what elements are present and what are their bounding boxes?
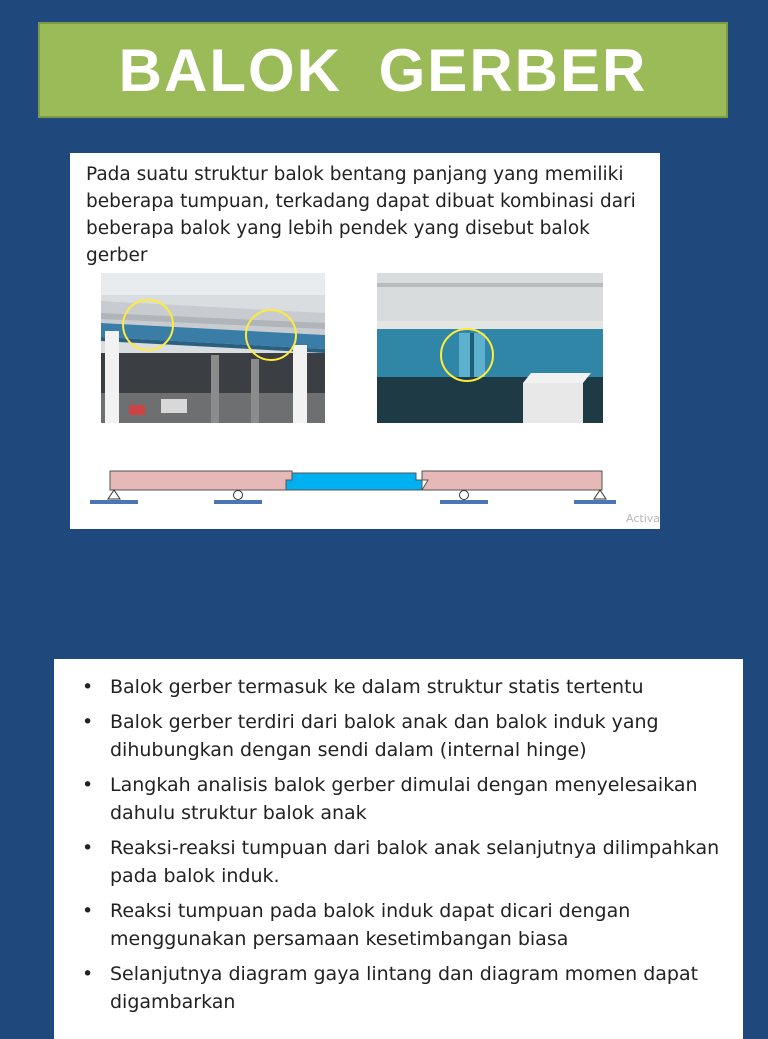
bullet-dot: • bbox=[82, 963, 94, 985]
list-item bbox=[82, 708, 732, 764]
bridge-photo-left bbox=[101, 273, 325, 423]
bullet-text: Reaksi tumpuan pada balok induk dapat dicari dengan menggunakan persamaan kesetimbangan biasa bbox=[110, 900, 631, 950]
right-beam bbox=[422, 471, 602, 490]
left-beam bbox=[110, 471, 292, 490]
support-base-3 bbox=[440, 500, 488, 504]
bullet-text: Reaksi-reaksi tumpuan dari balok anak selanjutnya dilimpahkan pada balok induk. bbox=[110, 837, 720, 887]
bullet-text: Balok gerber terdiri dari balok anak dan balok induk yang dihubungkan dengan sendi dalam (internal hinge) bbox=[110, 711, 659, 761]
bridge-photo-right-image bbox=[377, 273, 603, 423]
intro-card bbox=[70, 153, 660, 529]
intro-paragraph: Pada suatu struktur balok bentang panjang yang memiliki beberapa tumpuan, terkadang dapat dibuat kombinasi dari beberapa balok yang lebih pendek yang disebut balok gerber bbox=[86, 164, 636, 266]
list-item bbox=[82, 834, 732, 890]
bullet-text: Balok gerber termasuk ke dalam struktur statis tertentu bbox=[110, 676, 644, 698]
gerber-beam-diagram bbox=[86, 465, 616, 515]
title-banner bbox=[38, 22, 728, 118]
support-base-left bbox=[90, 500, 138, 504]
pin-support-right-icon bbox=[594, 490, 606, 499]
list-item bbox=[82, 771, 732, 827]
bullet-dot: • bbox=[82, 676, 94, 698]
pin-support-left-icon bbox=[108, 490, 120, 499]
roller-support-icon bbox=[460, 491, 469, 500]
support-base-right bbox=[574, 500, 616, 504]
list-item bbox=[82, 897, 732, 953]
support-base-2 bbox=[214, 500, 262, 504]
bullet-dot: • bbox=[82, 711, 94, 733]
bullet-dot: • bbox=[82, 774, 94, 796]
bridge-photo-right bbox=[377, 273, 603, 423]
bullet-dot: • bbox=[82, 900, 94, 922]
list-item bbox=[82, 673, 732, 701]
bullets-card bbox=[54, 659, 743, 1039]
watermark-text: Activa bbox=[626, 512, 660, 525]
bullet-text: Langkah analisis balok gerber dimulai dengan menyelesaikan dahulu struktur balok anak bbox=[110, 774, 698, 824]
suspended-beam bbox=[286, 473, 422, 490]
bullet-list bbox=[82, 673, 732, 1023]
bullet-text: Selanjutnya diagram gaya lintang dan diagram momen dapat digambarkan bbox=[110, 963, 699, 1013]
bridge-photo-left-image bbox=[101, 273, 325, 423]
roller-support-icon bbox=[234, 491, 243, 500]
bullet-dot: • bbox=[82, 837, 94, 859]
slide-title: BALOK GERBER bbox=[118, 36, 648, 104]
list-item bbox=[82, 960, 732, 1016]
